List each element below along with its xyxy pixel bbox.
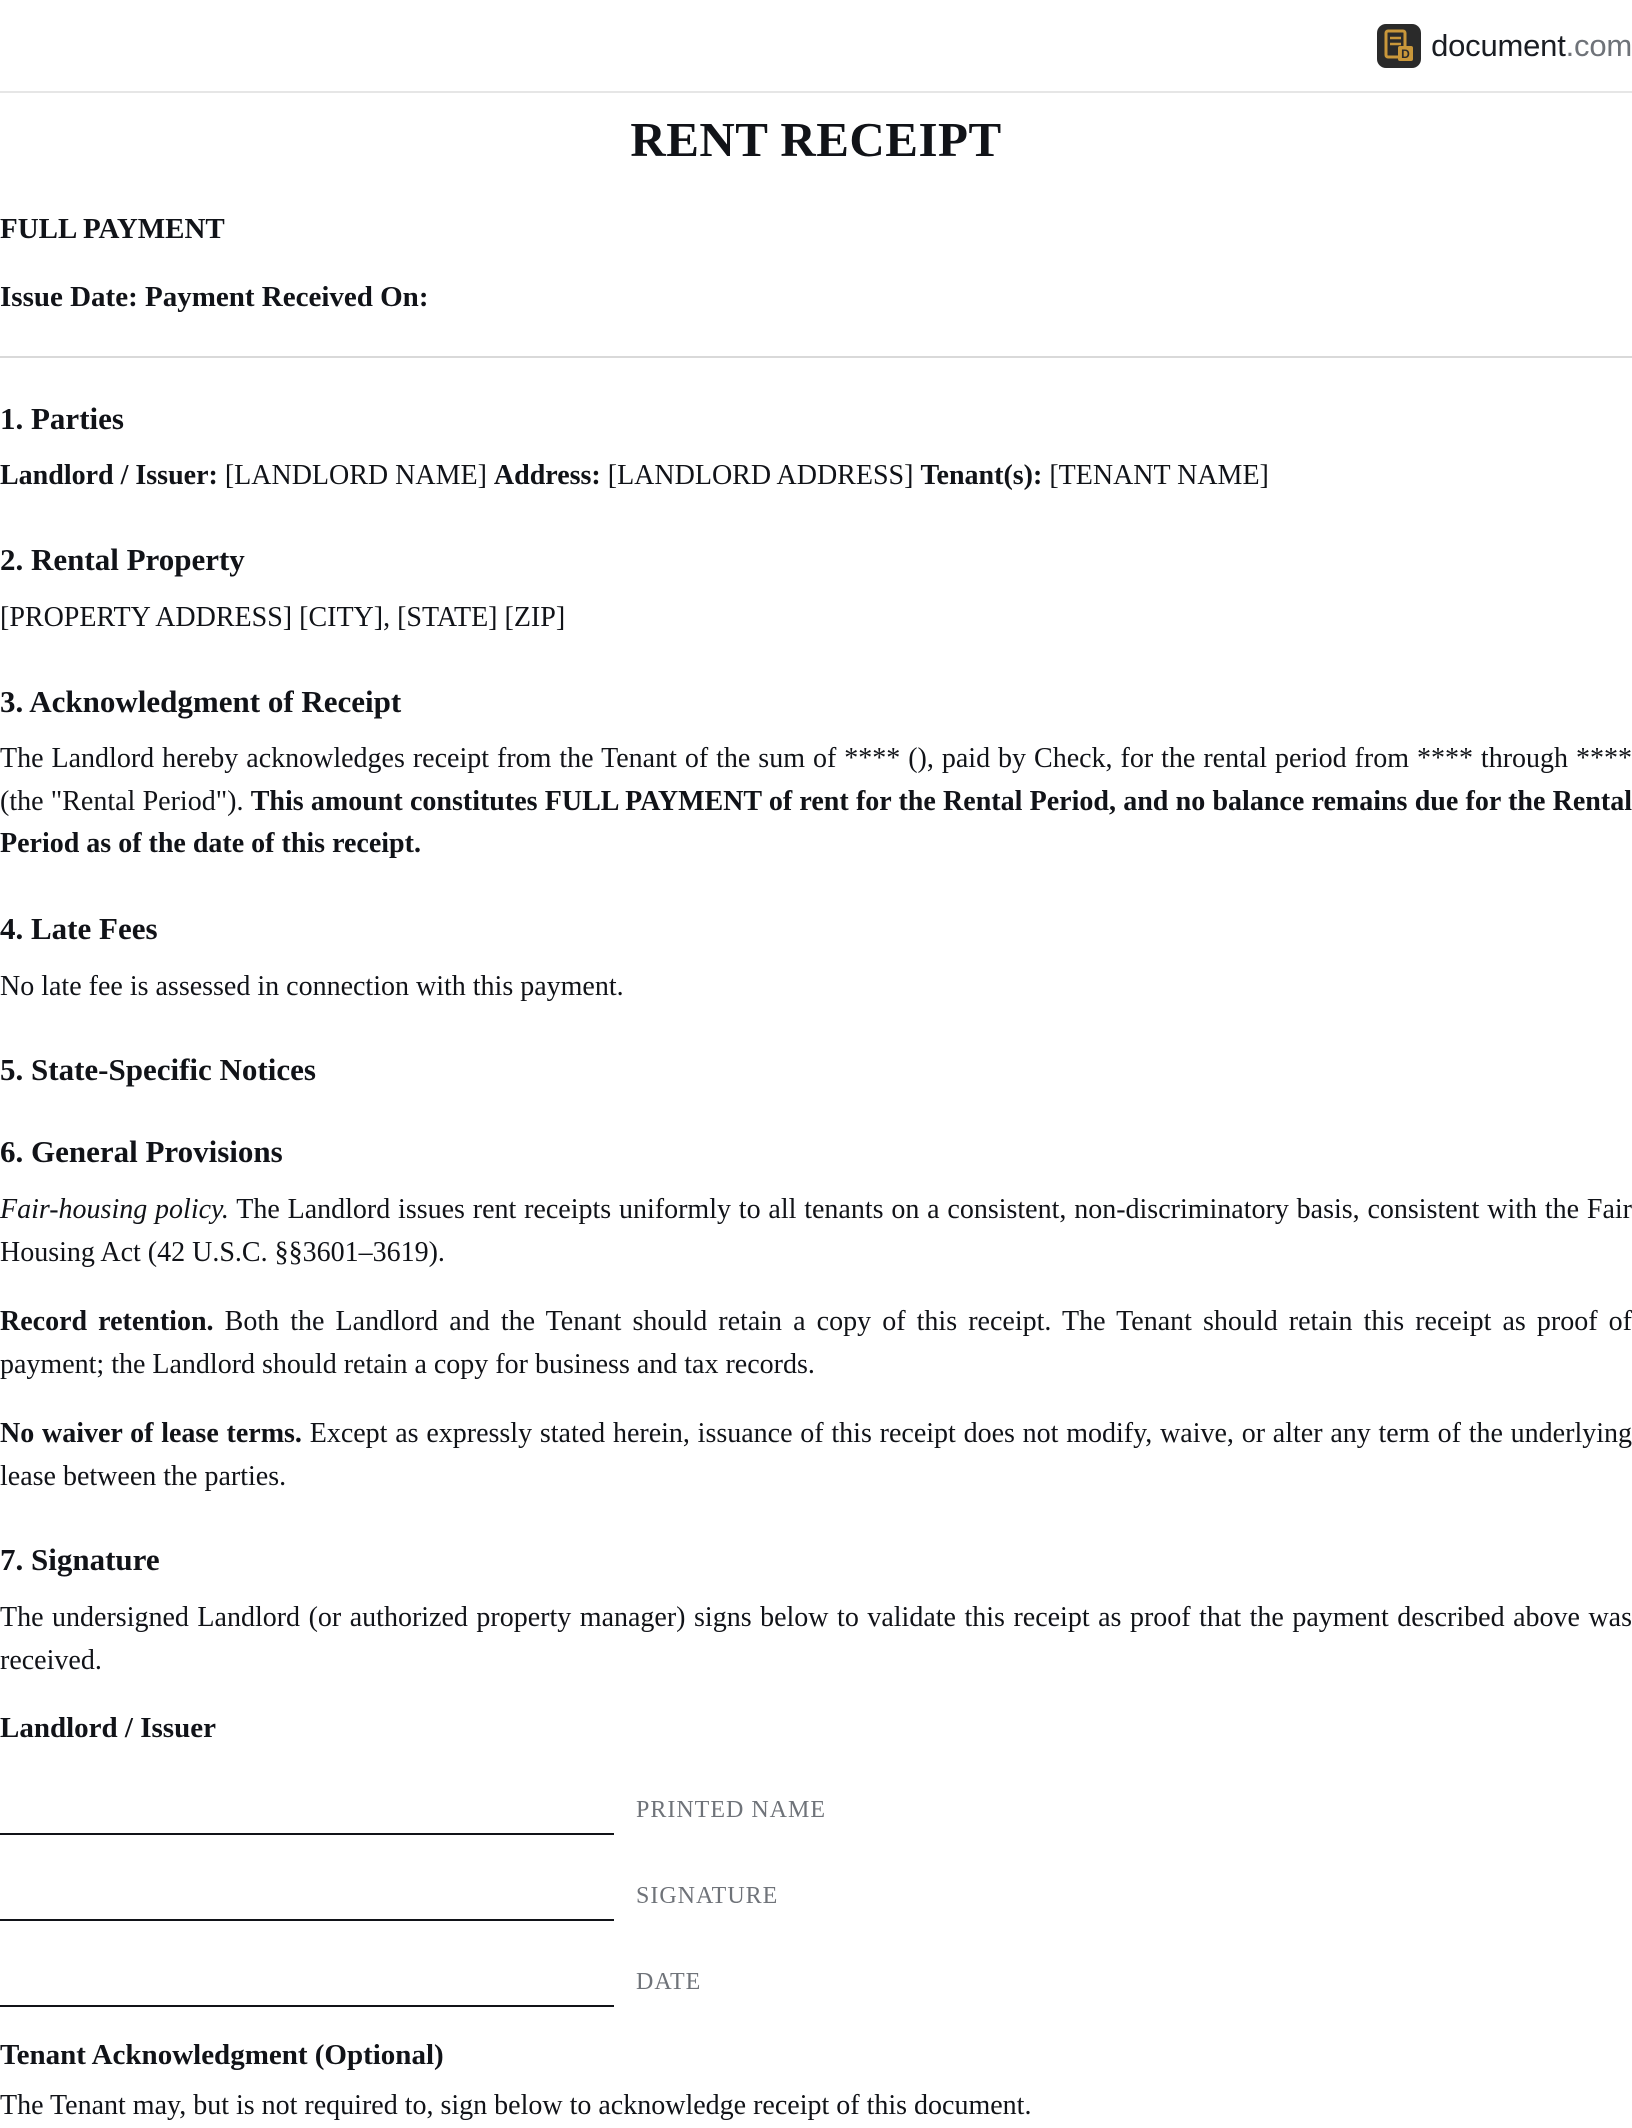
document-title: RENT RECEIPT <box>630 112 1002 167</box>
document-body <box>0 93 1632 170</box>
waiver-label: No waiver of lease terms. <box>0 1418 302 1449</box>
document-logo-icon <box>1377 24 1421 68</box>
landlord-label: Landlord / Issuer: <box>0 460 218 491</box>
section-heading-general: 6. General Provisions <box>0 1134 283 1169</box>
brand-wordmark <box>1431 28 1632 64</box>
section-heading-property: 2. Rental Property <box>0 542 245 577</box>
acknowledgment-bold: This amount constitutes FULL PAYMENT of rent for the Rental Period, and no balance remains due for the Rental Period as of the date of this receipt. <box>0 785 1632 859</box>
payment-type: FULL PAYMENT <box>0 213 225 245</box>
date-line[interactable] <box>0 2005 614 2007</box>
top-bar <box>0 0 1632 93</box>
section-heading-acknowledgment: 3. Acknowledgment of Receipt <box>0 684 402 719</box>
tenant-ack-text: The Tenant may, but is not required to, sign below to acknowledge receipt of this document. <box>0 2090 1032 2121</box>
fair-housing-label: Fair-housing policy. <box>0 1194 229 1225</box>
svg-text:D: D <box>1401 47 1410 61</box>
waiver-text <box>0 1413 1632 1498</box>
late-fees-text: No late fee is assessed in connection with this payment. <box>0 971 624 1002</box>
signature-label: SIGNATURE <box>636 1883 779 1909</box>
issue-line: Issue Date: Payment Received On: <box>0 281 429 313</box>
section-heading-signature: 7. Signature <box>0 1542 160 1577</box>
tenant-label: Tenant(s): <box>920 460 1043 491</box>
waiver-body: Except as expressly stated herein, issuance of this receipt does not modify, waive, or alter any term of the underlying lease between the parties. <box>0 1418 1632 1492</box>
printed-name-label: PRINTED NAME <box>636 1797 826 1823</box>
brand-name: document <box>1431 28 1566 63</box>
parties-text <box>0 455 1632 498</box>
signature-text: The undersigned Landlord (or authorized property manager) signs below to validate this receipt as proof that the payment described above was received. <box>0 1602 1632 1676</box>
tenant-value: [TENANT NAME] <box>1042 460 1269 491</box>
signature-line[interactable] <box>0 1919 614 1921</box>
acknowledgment-text <box>0 738 1632 866</box>
tenant-ack-heading: Tenant Acknowledgment (Optional) <box>0 2039 444 2071</box>
retention-label: Record retention. <box>0 1306 214 1337</box>
divider <box>0 356 1632 358</box>
brand-tld: .com <box>1565 28 1632 63</box>
brand-logo[interactable] <box>1377 24 1632 68</box>
landlord-value: [LANDLORD NAME] <box>217 460 494 491</box>
retention-text <box>0 1301 1632 1386</box>
landlord-signature-heading: Landlord / Issuer <box>0 1712 216 1744</box>
fair-housing-text <box>0 1189 1632 1274</box>
address-value: [LANDLORD ADDRESS] <box>600 460 921 491</box>
property-text: [PROPERTY ADDRESS] [CITY], [STATE] [ZIP] <box>0 602 566 633</box>
section-heading-state-notices: 5. State-Specific Notices <box>0 1052 316 1087</box>
printed-name-line[interactable] <box>0 1833 614 1835</box>
section-heading-parties: 1. Parties <box>0 401 124 436</box>
date-label: DATE <box>636 1969 702 1995</box>
address-label: Address: <box>493 460 601 491</box>
acknowledgment-body: The Landlord hereby acknowledges receipt from the Tenant of the sum of **** (), paid by Check, for the rental period from **** through **** (the "Rental Period"). <box>0 743 1632 817</box>
retention-body: Both the Landlord and the Tenant should retain a copy of this receipt. The Tenant should retain this receipt as proof of payment; the Landlord should retain a copy for business and tax records. <box>0 1306 1632 1380</box>
fair-housing-body: The Landlord issues rent receipts uniformly to all tenants on a consistent, non-discriminatory basis, consistent with the Fair Housing Act (42 U.S.C. §§3601–3619). <box>0 1194 1632 1268</box>
section-heading-late-fees: 4. Late Fees <box>0 911 158 946</box>
